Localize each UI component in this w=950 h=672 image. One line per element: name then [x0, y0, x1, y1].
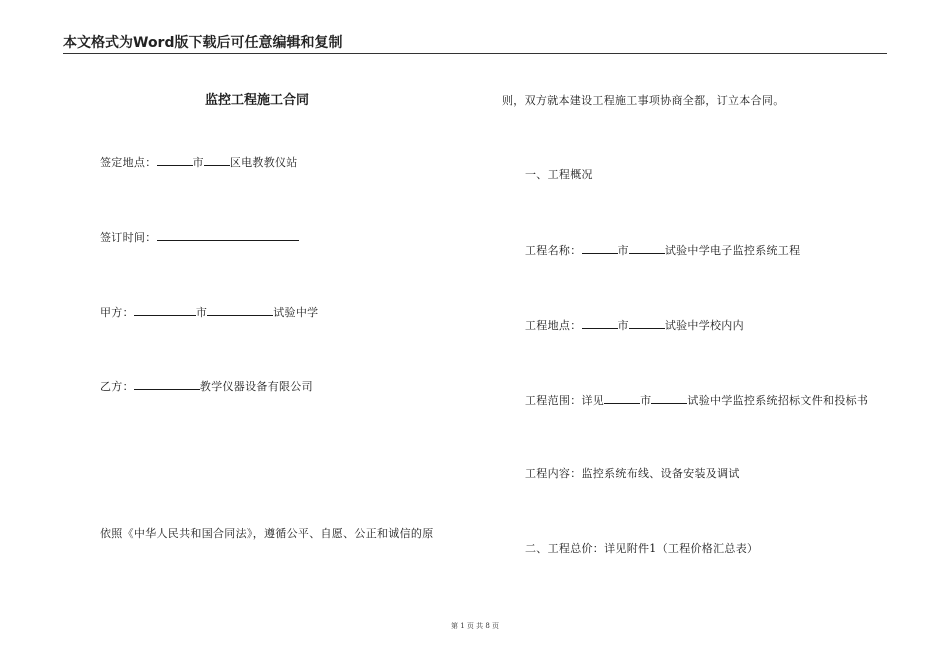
party-b-label: 乙方：: [100, 380, 134, 393]
party-a-city: 市: [195, 306, 208, 319]
project-name-school-blank: [629, 242, 665, 254]
contract-title: 监控工程施工合同: [205, 93, 310, 108]
date-blank: [157, 229, 299, 241]
sign-place-line: [100, 154, 298, 170]
section-total-price: 二、工程总价：详见附件1（工程价格汇总表）: [525, 542, 759, 555]
sign-time-line: [100, 229, 299, 245]
project-location-value: 试验中学校内内: [664, 319, 744, 332]
party-b-company: 教学仪器设备有限公司: [199, 380, 313, 393]
project-name-city-blank: [582, 242, 618, 254]
project-scope-label: 工程范围：详见: [525, 394, 605, 407]
project-scope-school-blank: [651, 392, 687, 404]
project-location-school-blank: [629, 317, 665, 329]
header-divider: [63, 53, 887, 54]
basis-continuation: 则，双方就本建设工程施工事项协商全都，订立本合同。: [502, 94, 785, 107]
page-footer: [0, 622, 950, 631]
sign-place-station: 区电教教仪站: [229, 156, 298, 169]
district-blank: [204, 154, 230, 166]
project-location-city: 市: [617, 319, 629, 332]
project-name-value: 试验中学电子监控系统工程: [664, 244, 801, 257]
sign-place-label: 签定地点：: [100, 156, 157, 169]
project-scope-line: [525, 392, 868, 408]
party-a-school: 试验中学: [273, 306, 319, 319]
basis-paragraph: 依照《中华人民共和国合同法》，遵循公平、自愿、公正和诚信的原: [100, 527, 434, 540]
document-header: 本文格式为Word版下载后可任意编辑和复制: [63, 35, 343, 51]
city-blank: [157, 154, 193, 166]
party-b-blank: [134, 378, 200, 390]
party-a-city-blank: [134, 304, 196, 316]
project-name-line: [525, 242, 800, 258]
project-location-line: [525, 317, 744, 333]
party-b-line: [100, 378, 313, 394]
project-location-city-blank: [582, 317, 618, 329]
project-name-label: 工程名称：: [525, 244, 582, 257]
party-a-label: 甲方：: [100, 306, 134, 319]
party-a-school-blank: [207, 304, 273, 316]
project-scope-city-blank: [604, 392, 640, 404]
project-content-line: 工程内容：监控系统布线、设备安装及调试: [525, 467, 740, 480]
project-name-city: 市: [617, 244, 629, 257]
sign-time-label: 签订时间：: [100, 231, 157, 244]
section-project-overview: 一、工程概况: [525, 168, 593, 181]
party-a-line: [100, 304, 318, 320]
project-scope-value: 试验中学监控系统招标文件和投标书: [687, 394, 869, 407]
project-scope-city: 市: [640, 394, 652, 407]
project-location-label: 工程地点：: [525, 319, 582, 332]
page-number-label: 第 1 页 共 8 页: [450, 622, 500, 630]
sign-place-city: 市: [192, 156, 204, 169]
